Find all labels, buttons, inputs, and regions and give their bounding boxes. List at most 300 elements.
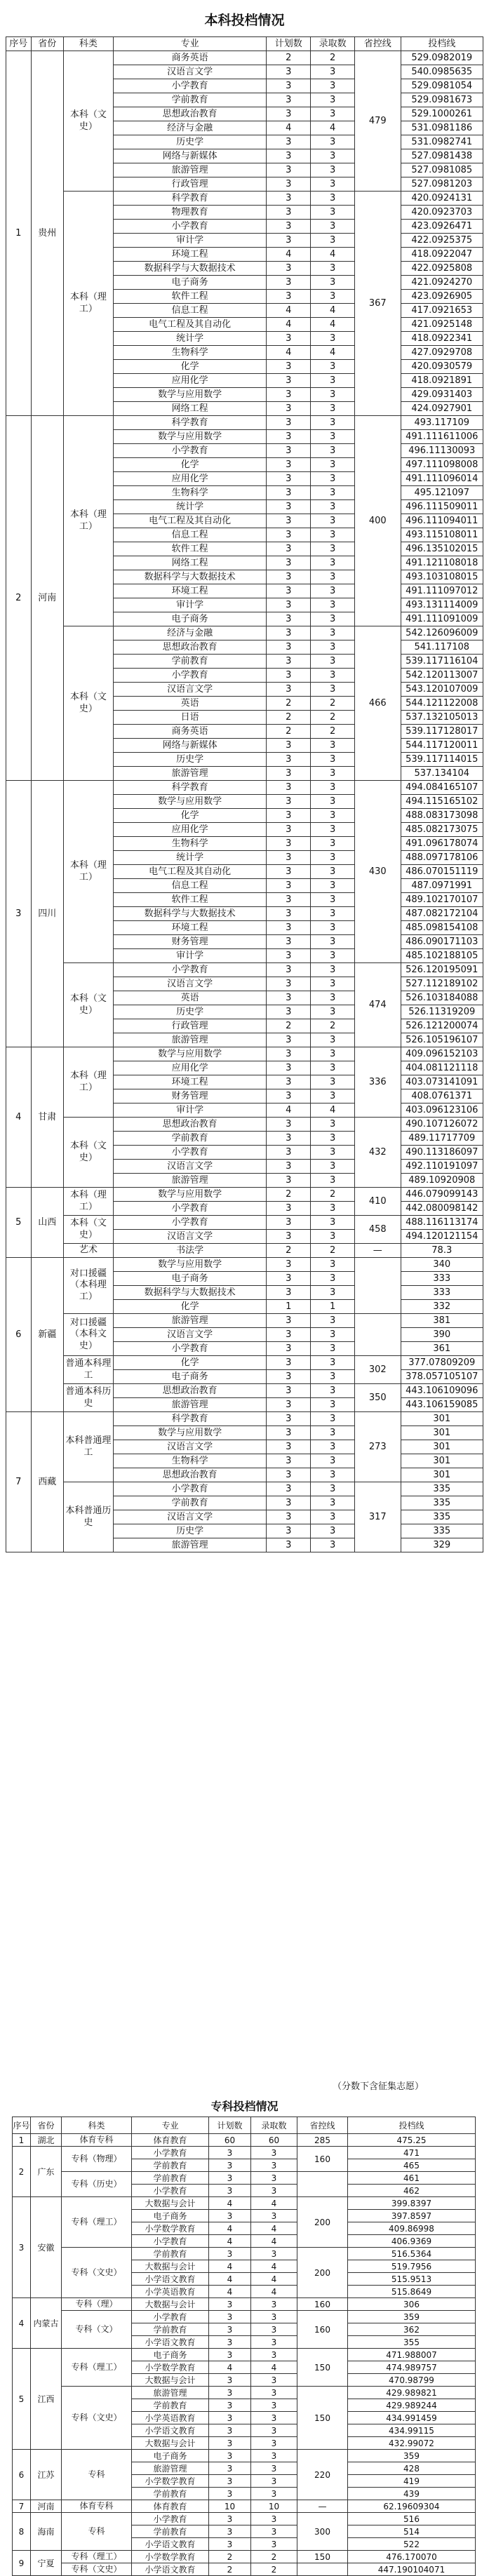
plan-cell: 3 xyxy=(209,2437,251,2450)
admitted-cell: 3 xyxy=(311,107,355,121)
major-cell: 化学 xyxy=(113,458,266,472)
plan-cell: 3 xyxy=(267,163,311,177)
admitted-cell: 3 xyxy=(311,1398,355,1412)
major-cell: 行政管理 xyxy=(113,177,266,192)
control-line-cell: 430 xyxy=(354,781,401,963)
plan-cell: 3 xyxy=(267,795,311,809)
major-cell: 学前教育 xyxy=(113,1496,266,1510)
cutoff-cell: 362 xyxy=(348,2323,476,2336)
major-cell: 商务英语 xyxy=(113,51,266,65)
cutoff-cell: 541.117108 xyxy=(401,640,483,655)
header-major: 专业 xyxy=(132,2117,209,2134)
plan-cell: 3 xyxy=(267,93,311,107)
category-cell: 本科普通理工 xyxy=(63,1412,113,1482)
category-cell: 对口援疆（本科文史） xyxy=(63,1314,113,1356)
control-line-cell: 160 xyxy=(297,2147,348,2172)
cutoff-cell: 397.8597 xyxy=(348,2210,476,2222)
province-cell: 海南 xyxy=(31,2513,62,2551)
cutoff-cell: 526.120195091 xyxy=(401,963,483,977)
admitted-cell: 3 xyxy=(311,655,355,669)
major-cell: 软件工程 xyxy=(113,290,266,304)
table-row xyxy=(13,2349,476,2361)
cutoff-cell: 494.120121154 xyxy=(401,1230,483,1244)
admitted-cell: 3 xyxy=(311,865,355,879)
control-line-cell: 367 xyxy=(354,192,401,416)
cutoff-cell: 537.132105013 xyxy=(401,711,483,725)
category-cell: 本科（理工） xyxy=(63,781,113,963)
admitted-cell: 3 xyxy=(311,598,355,612)
major-cell: 历史学 xyxy=(113,135,266,149)
major-cell: 软件工程 xyxy=(113,893,266,907)
major-cell: 信息工程 xyxy=(113,304,266,318)
admitted-cell: 3 xyxy=(311,612,355,626)
category-cell: 专科（理工） xyxy=(62,2349,132,2387)
admitted-cell: 3 xyxy=(311,1468,355,1482)
control-line-cell: 150 xyxy=(297,2387,348,2450)
plan-cell: 3 xyxy=(209,2210,251,2222)
admitted-cell: 3 xyxy=(311,1384,355,1398)
header-admitted: 录取数 xyxy=(251,2117,297,2134)
seq-cell: 4 xyxy=(6,1047,32,1188)
plan-cell: 3 xyxy=(267,809,311,823)
category-cell: 专科（文史） xyxy=(62,2387,132,2450)
cutoff-cell: 516 xyxy=(348,2513,476,2525)
plan-cell: 3 xyxy=(267,1005,311,1019)
major-cell: 旅游管理 xyxy=(132,2462,209,2475)
major-cell: 财务管理 xyxy=(113,1089,266,1103)
cutoff-cell: 432.99072 xyxy=(348,2437,476,2450)
cutoff-cell: 496.11130093 xyxy=(401,444,483,458)
plan-cell: 3 xyxy=(267,1075,311,1089)
plan-cell: 2 xyxy=(267,1019,311,1033)
cutoff-cell: 496.135102015 xyxy=(401,542,483,556)
major-cell: 学前教育 xyxy=(132,2525,209,2538)
plan-cell: 3 xyxy=(267,781,311,795)
major-cell: 旅游管理 xyxy=(113,1174,266,1188)
major-cell: 小学教育 xyxy=(113,1202,266,1216)
plan-cell: 4 xyxy=(267,1103,311,1118)
major-cell: 网络工程 xyxy=(113,556,266,570)
cutoff-cell: 378.057105107 xyxy=(401,1370,483,1384)
control-line-cell xyxy=(354,1314,401,1356)
control-line-cell: 273 xyxy=(354,1412,401,1482)
major-cell: 学前教育 xyxy=(132,2323,209,2336)
major-cell: 小学数学教育 xyxy=(132,2475,209,2488)
header-seq: 序号 xyxy=(6,37,32,51)
admitted-cell: 3 xyxy=(311,1440,355,1454)
control-line-cell: 220 xyxy=(297,2450,348,2500)
admitted-cell: 3 xyxy=(251,2424,297,2437)
major-cell: 小学教育 xyxy=(113,220,266,234)
header-category: 科类 xyxy=(62,2117,132,2134)
plan-cell: 2 xyxy=(209,2551,251,2563)
plan-cell: 3 xyxy=(267,1160,311,1174)
major-cell: 电子商务 xyxy=(113,1272,266,1286)
plan-cell: 3 xyxy=(267,1412,311,1426)
cutoff-cell: 462 xyxy=(348,2185,476,2197)
major-cell: 电子商务 xyxy=(132,2450,209,2462)
major-cell: 历史学 xyxy=(113,753,266,767)
plan-cell: 3 xyxy=(209,2374,251,2387)
cutoff-cell: 428 xyxy=(348,2462,476,2475)
cutoff-cell: 529.0982019 xyxy=(401,51,483,65)
major-cell: 数据科学与大数据技术 xyxy=(113,570,266,584)
major-cell: 汉语言文学 xyxy=(113,65,266,79)
plan-cell: 3 xyxy=(267,177,311,192)
cutoff-cell: 491.111611006 xyxy=(401,430,483,444)
admitted-cell: 3 xyxy=(311,1538,355,1552)
plan-cell: 4 xyxy=(209,2273,251,2286)
province-cell: 广东 xyxy=(31,2147,62,2197)
seq-cell: 9 xyxy=(13,2551,31,2576)
cutoff-cell: 527.112189102 xyxy=(401,977,483,991)
seq-cell: 8 xyxy=(13,2513,31,2551)
cutoff-cell: 418.0922341 xyxy=(401,332,483,346)
table-row xyxy=(6,1258,483,1272)
admitted-cell: 3 xyxy=(311,65,355,79)
major-cell: 网络与新媒体 xyxy=(113,739,266,753)
admitted-cell: 3 xyxy=(311,907,355,921)
cutoff-cell: 487.082172104 xyxy=(401,907,483,921)
cutoff-cell: 488.097178106 xyxy=(401,851,483,865)
major-cell: 大数据与会计 xyxy=(132,2197,209,2210)
category-cell: 专科（历史） xyxy=(62,2172,132,2197)
footnote: （分数下含征集志愿） xyxy=(333,2081,424,2092)
plan-cell: 3 xyxy=(267,206,311,220)
cutoff-cell: 527.0981438 xyxy=(401,149,483,163)
admitted-cell: 3 xyxy=(311,1412,355,1426)
table-row xyxy=(6,1188,483,1202)
plan-cell: 4 xyxy=(209,2197,251,2210)
plan-cell: 3 xyxy=(209,2424,251,2437)
cutoff-cell: 461 xyxy=(348,2172,476,2185)
cutoff-cell: 491.111097012 xyxy=(401,584,483,598)
admitted-cell: 3 xyxy=(251,2450,297,2462)
control-line-cell xyxy=(297,2563,348,2576)
plan-cell: 3 xyxy=(209,2488,251,2500)
major-cell: 电子商务 xyxy=(132,2210,209,2222)
cutoff-cell: 335 xyxy=(401,1496,483,1510)
plan-cell: 3 xyxy=(267,907,311,921)
control-line-cell: 458 xyxy=(354,1216,401,1244)
major-cell: 信息工程 xyxy=(113,528,266,542)
plan-cell: 3 xyxy=(209,2538,251,2551)
table-row xyxy=(6,51,483,65)
cutoff-cell: 78.3 xyxy=(401,1244,483,1258)
major-cell: 小学语文教育 xyxy=(132,2336,209,2349)
admitted-cell: 3 xyxy=(311,1174,355,1188)
major-cell: 小学教育 xyxy=(132,2311,209,2323)
plan-cell: 3 xyxy=(267,1132,311,1146)
major-cell: 学前教育 xyxy=(132,2172,209,2185)
cutoff-cell: 419 xyxy=(348,2475,476,2488)
plan-cell: 3 xyxy=(209,2387,251,2399)
cutoff-cell: 491.096178074 xyxy=(401,837,483,851)
major-cell: 网络工程 xyxy=(113,402,266,416)
header-plan: 计划数 xyxy=(267,37,311,51)
major-cell: 统计学 xyxy=(113,500,266,514)
major-cell: 英语 xyxy=(113,697,266,711)
category-cell: 本科（文史） xyxy=(63,626,113,781)
plan-cell: 3 xyxy=(209,2248,251,2260)
admitted-cell: 3 xyxy=(251,2399,297,2412)
cutoff-cell: 494.115165102 xyxy=(401,795,483,809)
cutoff-cell: 537.134104 xyxy=(401,767,483,781)
admitted-cell: 2 xyxy=(311,1188,355,1202)
header-admitted: 录取数 xyxy=(311,37,355,51)
major-cell: 应用化学 xyxy=(113,472,266,486)
header-seq: 序号 xyxy=(13,2117,31,2134)
plan-cell: 4 xyxy=(267,318,311,332)
major-cell: 小学教育 xyxy=(113,963,266,977)
plan-cell: 3 xyxy=(267,767,311,781)
plan-cell: 3 xyxy=(267,458,311,472)
plan-cell: 2 xyxy=(267,711,311,725)
admitted-cell: 3 xyxy=(251,2336,297,2349)
table-header-row xyxy=(6,37,483,51)
plan-cell: 3 xyxy=(267,1440,311,1454)
control-line-cell: 479 xyxy=(354,51,401,192)
cutoff-cell: 531.0981186 xyxy=(401,121,483,135)
admitted-cell: 3 xyxy=(311,879,355,893)
admitted-cell: 10 xyxy=(251,2500,297,2513)
category-cell: 本科（理工） xyxy=(63,1188,113,1216)
major-cell: 小学英语教育 xyxy=(132,2412,209,2424)
admitted-cell: 4 xyxy=(311,121,355,135)
admitted-cell: 3 xyxy=(311,669,355,683)
category-cell: 本科（文史） xyxy=(63,963,113,1047)
control-line-cell: 300 xyxy=(297,2513,348,2551)
cutoff-cell: 476.170070 xyxy=(348,2551,476,2563)
plan-cell: 2 xyxy=(267,51,311,65)
admitted-cell: 3 xyxy=(311,388,355,402)
major-cell: 思想政治教育 xyxy=(113,107,266,121)
cutoff-cell: 514 xyxy=(348,2525,476,2538)
province-cell: 山西 xyxy=(31,1188,63,1258)
cutoff-cell: 488.083173098 xyxy=(401,809,483,823)
major-cell: 旅游管理 xyxy=(132,2387,209,2399)
province-cell: 河南 xyxy=(31,416,63,781)
major-cell: 电气工程及其自动化 xyxy=(113,514,266,528)
cutoff-cell: 418.0921891 xyxy=(401,374,483,388)
admitted-cell: 3 xyxy=(311,991,355,1005)
plan-cell: 3 xyxy=(267,640,311,655)
admitted-cell: 3 xyxy=(251,2475,297,2488)
header-province: 省份 xyxy=(31,37,63,51)
plan-cell: 1 xyxy=(267,1300,311,1314)
admitted-cell: 60 xyxy=(251,2134,297,2147)
admitted-cell: 3 xyxy=(311,921,355,935)
plan-cell: 3 xyxy=(267,851,311,865)
major-cell: 电子商务 xyxy=(113,276,266,290)
admitted-cell: 2 xyxy=(311,697,355,711)
cutoff-cell: 406.9369 xyxy=(348,2235,476,2248)
major-cell: 小学数学教育 xyxy=(132,2361,209,2374)
admitted-cell: 3 xyxy=(311,781,355,795)
seq-cell: 1 xyxy=(6,51,32,416)
control-line-cell: 336 xyxy=(354,1047,401,1118)
major-cell: 科学教育 xyxy=(113,192,266,206)
admitted-cell: 3 xyxy=(311,1314,355,1328)
admitted-cell: 3 xyxy=(311,1132,355,1146)
cutoff-cell: 490.107126072 xyxy=(401,1118,483,1132)
table-row xyxy=(13,2147,476,2159)
major-cell: 体育教育 xyxy=(132,2500,209,2513)
plan-cell: 3 xyxy=(267,1524,311,1538)
major-cell: 小学教育 xyxy=(132,2235,209,2248)
cutoff-cell: 519.7956 xyxy=(348,2260,476,2273)
admitted-cell: 3 xyxy=(311,935,355,949)
table-row xyxy=(13,2197,476,2210)
cutoff-cell: 421.0924270 xyxy=(401,276,483,290)
major-cell: 电气工程及其自动化 xyxy=(113,865,266,879)
admitted-cell: 3 xyxy=(311,1370,355,1384)
admitted-cell: 4 xyxy=(311,248,355,262)
admitted-cell: 3 xyxy=(311,1258,355,1272)
seq-cell: 2 xyxy=(6,416,32,781)
seq-cell: 3 xyxy=(13,2197,31,2298)
header-cutoff: 投档线 xyxy=(401,37,483,51)
control-line-cell: — xyxy=(297,2500,348,2513)
major-cell: 化学 xyxy=(113,809,266,823)
cutoff-cell: 487.0971991 xyxy=(401,879,483,893)
admitted-cell: 3 xyxy=(311,1075,355,1089)
cutoff-cell: 306 xyxy=(348,2298,476,2311)
plan-cell: 3 xyxy=(267,753,311,767)
plan-cell: 3 xyxy=(267,1538,311,1552)
admitted-cell: 3 xyxy=(311,1202,355,1216)
major-cell: 汉语言文学 xyxy=(113,977,266,991)
plan-cell: 2 xyxy=(267,725,311,739)
category-cell: 专科（文史） xyxy=(62,2248,132,2298)
plan-cell: 3 xyxy=(209,2462,251,2475)
control-line-cell: — xyxy=(354,1244,401,1258)
admitted-cell: 3 xyxy=(251,2159,297,2172)
cutoff-cell: 359 xyxy=(348,2311,476,2323)
admitted-cell: 3 xyxy=(311,809,355,823)
table-row xyxy=(13,2551,476,2563)
cutoff-cell: 332 xyxy=(401,1300,483,1314)
admitted-cell: 3 xyxy=(311,1047,355,1061)
plan-cell: 3 xyxy=(209,2147,251,2159)
admitted-cell: 3 xyxy=(311,1286,355,1300)
plan-cell: 4 xyxy=(267,121,311,135)
header-province: 省份 xyxy=(31,2117,62,2134)
major-cell: 小学语文教育 xyxy=(132,2424,209,2437)
table-row xyxy=(6,1384,483,1398)
category-cell: 专科（理工） xyxy=(62,2197,132,2248)
major-cell: 小学数学教育 xyxy=(132,2222,209,2235)
plan-cell: 3 xyxy=(267,290,311,304)
cutoff-cell: 408.0761371 xyxy=(401,1089,483,1103)
major-cell: 大数据与会计 xyxy=(132,2437,209,2450)
admitted-cell: 3 xyxy=(311,1230,355,1244)
admitted-cell: 3 xyxy=(311,135,355,149)
plan-cell: 4 xyxy=(267,346,311,360)
table-row xyxy=(13,2513,476,2525)
major-cell: 小学教育 xyxy=(132,2513,209,2525)
major-cell: 思想政治教育 xyxy=(113,640,266,655)
major-cell: 化学 xyxy=(113,1300,266,1314)
plan-cell: 10 xyxy=(209,2500,251,2513)
major-cell: 数据科学与大数据技术 xyxy=(113,1286,266,1300)
table-row xyxy=(6,781,483,795)
plan-cell: 3 xyxy=(267,1033,311,1047)
plan-cell: 3 xyxy=(267,472,311,486)
plan-cell: 2 xyxy=(267,697,311,711)
cutoff-cell: 409.096152103 xyxy=(401,1047,483,1061)
admitted-cell: 3 xyxy=(251,2525,297,2538)
table-row xyxy=(6,1482,483,1496)
college-admission-table xyxy=(12,2117,476,2576)
admitted-cell: 3 xyxy=(311,220,355,234)
cutoff-cell: 497.111098008 xyxy=(401,458,483,472)
cutoff-cell: 427.0929708 xyxy=(401,346,483,360)
plan-cell: 3 xyxy=(267,921,311,935)
major-cell: 大数据与会计 xyxy=(132,2374,209,2387)
control-line-cell: 302 xyxy=(354,1356,401,1384)
plan-cell: 3 xyxy=(209,2525,251,2538)
major-cell: 数学与应用数学 xyxy=(113,430,266,444)
major-cell: 数学与应用数学 xyxy=(113,1188,266,1202)
cutoff-cell: 491.111096014 xyxy=(401,472,483,486)
admitted-cell: 4 xyxy=(251,2286,297,2298)
major-cell: 电气工程及其自动化 xyxy=(113,318,266,332)
plan-cell: 3 xyxy=(267,1314,311,1328)
control-line-cell: 200 xyxy=(297,2197,348,2248)
category-cell: 艺术 xyxy=(63,1244,113,1258)
major-cell: 环境工程 xyxy=(113,584,266,598)
plan-cell: 2 xyxy=(267,1244,311,1258)
admitted-cell: 3 xyxy=(311,374,355,388)
plan-cell: 3 xyxy=(267,1118,311,1132)
cutoff-cell: 420.0923703 xyxy=(401,206,483,220)
plan-cell: 4 xyxy=(209,2260,251,2273)
seq-cell: 5 xyxy=(6,1188,32,1258)
major-cell: 小学教育 xyxy=(113,1482,266,1496)
major-cell: 审计学 xyxy=(113,1103,266,1118)
major-cell: 科学教育 xyxy=(113,1412,266,1426)
major-cell: 生物科学 xyxy=(113,346,266,360)
admitted-cell: 3 xyxy=(311,206,355,220)
cutoff-cell: 485.102188105 xyxy=(401,949,483,963)
plan-cell: 3 xyxy=(267,332,311,346)
major-cell: 学前教育 xyxy=(113,1132,266,1146)
admitted-cell: 4 xyxy=(311,304,355,318)
cutoff-cell: 495.121097 xyxy=(401,486,483,500)
plan-cell: 3 xyxy=(267,1230,311,1244)
header-control-line: 省控线 xyxy=(354,37,401,51)
seq-cell: 7 xyxy=(13,2500,31,2513)
major-cell: 学前教育 xyxy=(113,93,266,107)
cutoff-cell: 526.105196107 xyxy=(401,1033,483,1047)
category-cell: 本科（理工） xyxy=(63,1047,113,1118)
cutoff-cell: 423.0926471 xyxy=(401,220,483,234)
cutoff-cell: 496.111094011 xyxy=(401,514,483,528)
admitted-cell: 3 xyxy=(311,626,355,640)
admitted-cell: 3 xyxy=(311,640,355,655)
plan-cell: 3 xyxy=(267,234,311,248)
plan-cell: 3 xyxy=(267,402,311,416)
plan-cell: 3 xyxy=(267,1426,311,1440)
undergraduate-admission-table xyxy=(6,36,483,1552)
cutoff-cell: 492.110191097 xyxy=(401,1160,483,1174)
seq-cell: 2 xyxy=(13,2147,31,2197)
cutoff-cell: 301 xyxy=(401,1440,483,1454)
control-line-cell: 317 xyxy=(354,1482,401,1552)
admitted-cell: 2 xyxy=(251,2551,297,2563)
category-cell: 专科（理工） xyxy=(62,2551,132,2563)
